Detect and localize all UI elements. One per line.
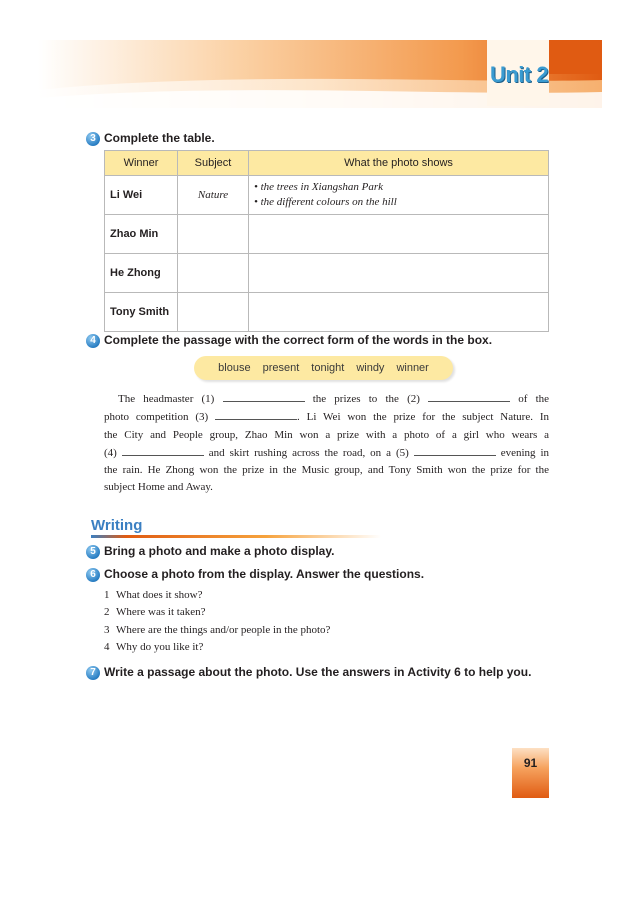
- table-row: [105, 215, 549, 254]
- bullet-icon: •: [254, 181, 261, 193]
- table-row: [105, 254, 549, 293]
- activity-7-badge: 7: [86, 666, 100, 680]
- shows-cell-empty[interactable]: [249, 254, 549, 293]
- list-item: 4 Why do you like it?: [104, 640, 204, 653]
- activity-3-badge: 3: [86, 132, 100, 146]
- blank-5[interactable]: [414, 444, 496, 456]
- winner-cell: Tony Smith: [105, 293, 178, 332]
- subject-cell-empty[interactable]: [178, 215, 249, 254]
- bullet-icon: •: [254, 196, 261, 208]
- list-item: 2 Where was it taken?: [104, 606, 206, 619]
- passage: The headmaster (1) the prizes to the (2) of the photo competition (3) . Li Wei won the prize for the subject Nature. In the City and People group, Zhao Min won a prize with a photo of a girl who wears a (4) and skirt rushing across the road, on a (5) evening in the rain. He Zhong won the prize in the Music group, and Tony Smith won the prize for the subject Home and Away.: [104, 390, 549, 497]
- writing-underline: [91, 535, 381, 538]
- blank-3[interactable]: [215, 408, 297, 420]
- word-box-item: blouse: [218, 362, 251, 374]
- table-header-winner: Winner: [105, 151, 178, 176]
- activity-6-instruction: Choose a photo from the display. Answer the questions.: [104, 567, 425, 581]
- blank-2[interactable]: [428, 390, 510, 402]
- list-item: 1 What does it show?: [104, 589, 203, 601]
- photo-table: [104, 150, 549, 332]
- activity-6-badge: 6: [86, 568, 100, 582]
- word-box-item: tonight: [311, 362, 345, 374]
- question-list: [104, 587, 330, 656]
- list-item: 3 Where are the things and/or people in the photo?: [104, 623, 331, 636]
- unit-stripe: [549, 40, 602, 74]
- activity-7-instruction: Write a passage about the photo. Use the answers in Activity 6 to help you.: [104, 665, 532, 679]
- subject-cell-empty[interactable]: [178, 254, 249, 293]
- word-box-item: winner: [396, 362, 429, 374]
- shows-item: • the trees in Xiangshan Park: [254, 181, 384, 193]
- subject-cell: Nature: [178, 176, 249, 215]
- activity-5-instruction: Bring a photo and make a photo display.: [104, 544, 335, 558]
- shows-cell-empty[interactable]: [249, 293, 549, 332]
- activity-4-instruction: Complete the passage with the correct form of the words in the box.: [104, 333, 493, 347]
- winner-cell: Li Wei: [105, 176, 178, 215]
- winner-cell: Zhao Min: [105, 215, 178, 254]
- blank-1[interactable]: [223, 390, 305, 402]
- winner-cell: He Zhong: [105, 254, 178, 293]
- activity-3-instruction: Complete the table.: [104, 131, 215, 145]
- table-header-shows: What the photo shows: [249, 151, 549, 176]
- table-row: [105, 293, 549, 332]
- subject-cell-empty[interactable]: [178, 293, 249, 332]
- word-box: [194, 356, 453, 380]
- shows-cell-empty[interactable]: [249, 215, 549, 254]
- unit-title: Unit 2: [489, 62, 549, 87]
- blank-4[interactable]: [122, 444, 204, 456]
- shows-item: • the different colours on the hill: [254, 196, 397, 208]
- writing-title: Writing: [91, 517, 143, 534]
- table-row: [105, 176, 549, 215]
- activity-5-badge: 5: [86, 545, 100, 559]
- table-header-subject: Subject: [178, 151, 249, 176]
- page-number: 91: [523, 756, 538, 770]
- activity-4-badge: 4: [86, 334, 100, 348]
- shows-cell: [249, 176, 549, 215]
- word-box-item: windy: [356, 362, 385, 374]
- word-box-item: present: [262, 362, 300, 374]
